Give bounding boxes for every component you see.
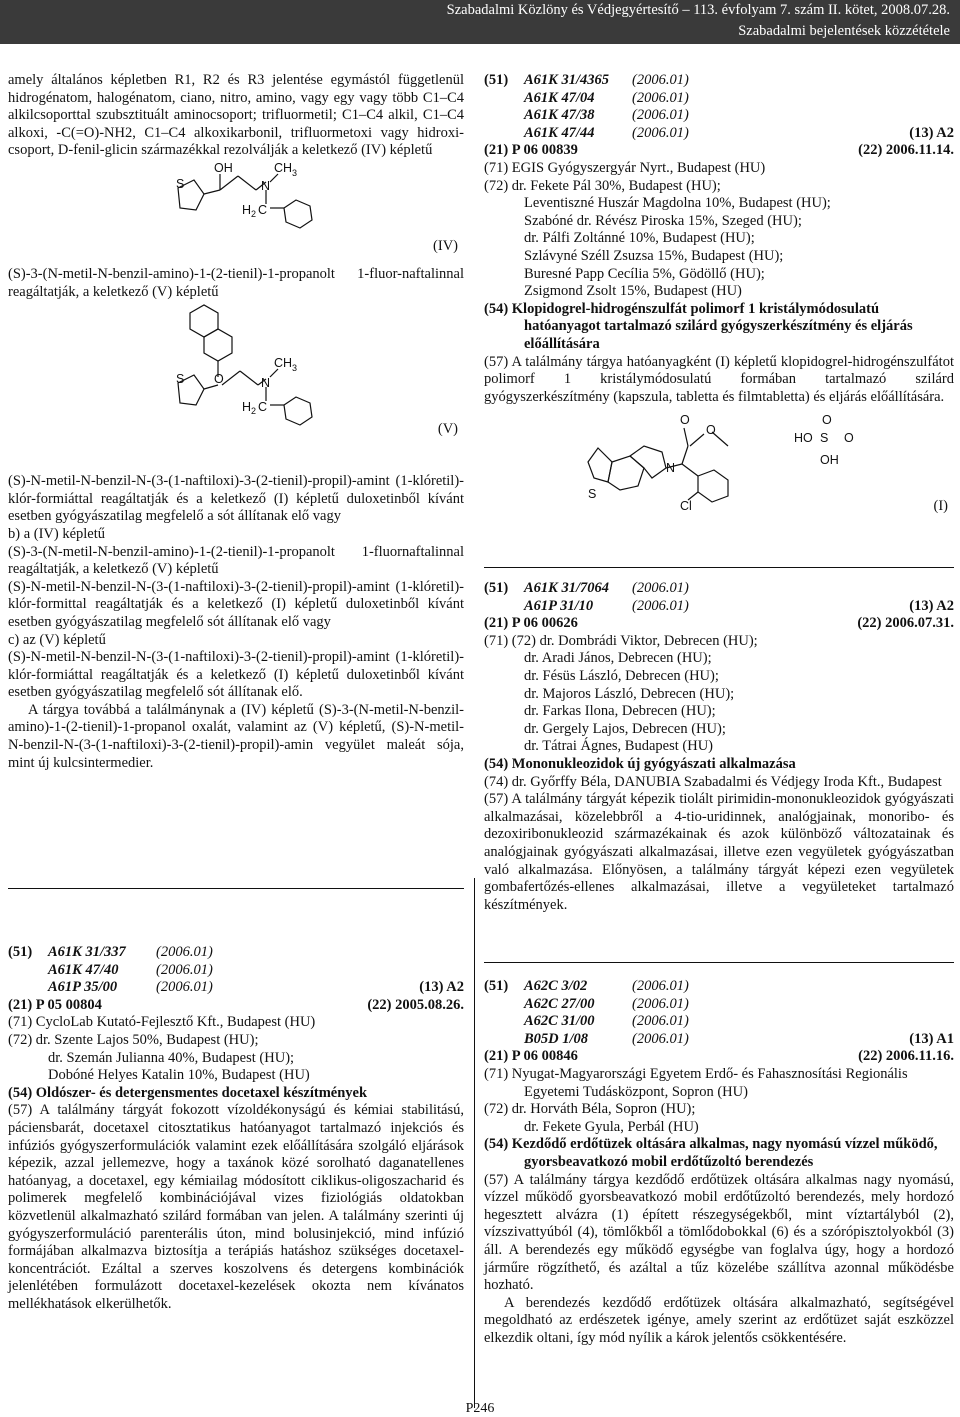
svg-text:C: C <box>258 202 268 217</box>
formula-label: (IV) <box>433 237 458 254</box>
svg-text:S: S <box>588 487 597 502</box>
paragraph: amely általános képletben R1, R2 és R3 jelentése egymástól függetlenül hidrogénatom, halogénatom, ciano, nitro, amino, vagy egy vagy több C1–C4 alkilcsoporttal szubsztituált aminocsoport; trifluormetil; C1–C4 alkil, C1–C4 alkoxi, -C(=O)-NH2, C1–C4 alkoxikarbonil, trifluormetoxi vagy hidroxi-csoport, D-fenil-glicin származékkal rezolválják a keletkező (IV) képletű <box>8 72 464 159</box>
ipc-row: (51) A61K 31/7064 (2006.01) <box>484 580 689 596</box>
left-column <box>8 72 464 772</box>
applicant: (71) CycloLab Kutató-Fejlesztő Kft., Budapest (HU) <box>8 1014 316 1031</box>
abstract: (57) A találmány tárgya kezdődő erdőtüzek oltására alkalmas nagy nyomású, vízzel működő gyorsbeavatkozó mobil erdőtűzoltó berendezés, mely hordozó hegesztett alvázra (1) épített részegységekből, mint víztartályból (2), vízszivattyúból (4), tömlőkből a tömlődobokkal (6) és a szórópisztolyokból (3) áll. A berendezés egy működő egységbe van foglalva úgy, hogy a hordozó járműre rögzíthető, és azáltal a tűz közelébe szállítva azonnal működésbe hozható. <box>484 1171 954 1294</box>
page-number: P246 <box>465 1401 495 1416</box>
svg-text:H: H <box>242 400 252 415</box>
entry-title: (54) Oldószer- és detergensmentes docetaxel készítmények <box>8 1084 368 1101</box>
inventor: (72) dr. Horváth Béla, Sopron (HU); <box>484 1101 696 1118</box>
entry-title: (54) Mononukleozidok új gyógyászati alkalmazása <box>484 755 796 772</box>
paragraph: (S)-3-(N-metil-N-benzil-amino)-1-(2-tienil)-1-propanolt 1-fluornaftalinnal reagáltatják, a keletkező (V) képletű <box>8 543 464 578</box>
ipc-row: A61K 47/40 (2006.01) <box>48 961 213 978</box>
inventor: Leventiszné Huszár Magdolna 10%, Budapest (HU); <box>524 195 831 212</box>
svg-text:OH: OH <box>214 160 233 175</box>
svg-text:S: S <box>176 176 185 191</box>
svg-text:O: O <box>822 413 832 428</box>
svg-text:N: N <box>261 376 271 391</box>
application-row: (21) P 06 00839 (22) 2006.11.14. <box>484 142 954 159</box>
inventor: dr. Majoros László, Debrecen (HU); <box>524 685 735 702</box>
kind-code: (13) A1 <box>909 1030 954 1047</box>
svg-text:S: S <box>176 372 185 387</box>
svg-text:N: N <box>666 461 676 476</box>
svg-text:3: 3 <box>292 363 298 374</box>
application-row: (21) P 06 00626 (22) 2006.07.31. <box>484 615 954 632</box>
svg-text:HO: HO <box>794 431 813 446</box>
application-row: (21) P 05 00804 (22) 2005.08.26. <box>8 996 464 1013</box>
ipc-row: A62C 27/00 (2006.01) <box>524 995 689 1012</box>
ipc-row: (51) A62C 3/02 (2006.01) <box>484 978 689 994</box>
inventor: dr. Fésüs László, Debrecen (HU); <box>524 667 719 684</box>
ipc-row: A61K 47/04 (2006.01) <box>524 89 689 106</box>
kind-code: (13) A2 <box>909 597 954 614</box>
inventor: dr. Farkas Ilona, Debrecen (HU); <box>524 703 716 720</box>
svg-text:C: C <box>258 400 268 415</box>
svg-text:OH: OH <box>820 453 839 468</box>
divider <box>8 888 464 889</box>
ipc-row: (51) A61K 31/4365 (2006.01) <box>484 72 689 88</box>
inventor: dr. Tátrai Ágnes, Budapest (HU) <box>524 738 713 755</box>
svg-text:2: 2 <box>251 208 257 219</box>
inventor: dr. Fekete Gyula, Perbál (HU) <box>524 1118 699 1135</box>
paragraph: b) a (IV) képletű <box>8 525 106 542</box>
abstract-continued: A berendezés kezdődő erdőtüzek oltására alkalmazható, segítségével megoldható az erdészetek igénye, amely szerint az erdőtüzet saját eszközzel elkezdik oltani, így mód nyílik a károk jelentős csökkentésére. <box>484 1294 954 1346</box>
svg-text:O: O <box>844 431 854 446</box>
divider <box>484 962 954 963</box>
svg-text:CH: CH <box>274 356 293 371</box>
svg-text:N: N <box>261 178 271 193</box>
section-title: Szabadalmi bejelentések közzététele <box>738 23 950 39</box>
applicant: (71) Nyugat-Magyarországi Egyetem Erdő- és Fahasznosítási Regionális Egyetemi Tudásközpont, Sopron (HU) <box>484 1065 908 1100</box>
svg-text:O: O <box>214 372 224 387</box>
kind-code: (13) A2 <box>419 979 464 996</box>
patent-entry-egis <box>484 72 954 524</box>
svg-text:3: 3 <box>292 167 298 178</box>
ipc-row: A61K 47/44 (2006.01) (13) A2 <box>524 124 954 141</box>
svg-text:S: S <box>820 431 829 446</box>
formula-i <box>484 406 954 524</box>
page-header <box>0 0 960 44</box>
abstract: (57) A találmány tárgyát képezik tiolált pirimidin-mononukleozidok gyógyászati alkalmazásai, közelebbről a 4-tio-uridinnek, analógjainak, monoribo- és dezoxiribonukleozid származékainak és azok különböző változatainak és analógjainak gyógyászati alkalmazásai, illetve ezen vegyületek gyógyászatban való alkalmazása. Előnyösen, a találmány tárgyát képezi ezen vegyületek gombafertőzés-ellenes alkalmazásai, illetve a vegyületeket tartalmazó készítmények. <box>484 791 954 913</box>
divider <box>474 878 475 1408</box>
kind-code: (13) A2 <box>909 124 954 141</box>
divider <box>484 567 954 568</box>
entry-title: (54) Kezdődő erdőtüzek oltására alkalmas, nagy nyomású vízzel működő, gyorsbeavatkozó mobil erdőtűzoltó berendezés <box>484 1136 938 1170</box>
structure-iv-image <box>8 160 464 260</box>
ipc-row: A61P 31/10 (2006.01) (13) A2 <box>524 597 954 614</box>
inventor: Szlávyné Széll Zsuzsa 15%, Budapest (HU); <box>524 247 784 264</box>
ipc-row: A61K 47/38 (2006.01) <box>524 107 689 124</box>
abstract: (57) A találmány tárgya hatóanyagként (I) képletű klopidogrel-hidrogénszulfátot polimorf 1 kristálymódosulatú formában tartalmazó szilárd gyógyszerkészítmény (kapszula, tabletta és filmtabletta) és eljárás előállítására. <box>484 353 954 405</box>
inventor: (72) dr. Szente Lajos 50%, Budapest (HU); <box>8 1031 259 1048</box>
applicant: (71) EGIS Gyógyszergyár Nyrt., Budapest (HU) <box>484 159 766 176</box>
inventor: Dobóné Helyes Katalin 10%, Budapest (HU) <box>48 1067 310 1084</box>
inventor: dr. Aradi János, Debrecen (HU); <box>524 650 712 667</box>
inventor: (71) (72) dr. Dombrádi Viktor, Debrecen (HU); <box>484 632 758 649</box>
structure-i-image <box>484 406 954 524</box>
ipc-row: (51) A61K 31/337 (2006.01) <box>8 944 213 960</box>
paragraph: (S)-N-metil-N-benzil-N-(3-(1-naftiloxi)-3-(2-tienil)-propil)-amint (1-klóretil)-klór-formiáttal reagáltatják és a keletkező (I) képletű duloxetinből kívánt esetben gyógyászatilag megfelelő sót állítanak elő. <box>8 649 464 701</box>
inventor: Buresné Papp Cecília 5%, Gödöllő (HU); <box>524 265 765 282</box>
formula-v <box>8 301 464 455</box>
paragraph: (S)-N-metil-N-benzil-N-(3-(1-naftiloxi)-3-(2-tienil)-propil)-amint (1-klóretil)-klór-formiáttal reagáltatják és a keletkező (I) képletű duloxetinből kívánt esetben gyógyászatilag megfelelő a sót állítanak elő vagy <box>8 473 464 525</box>
ipc-row: A61P 35/00 (2006.01) (13) A2 <box>48 979 464 996</box>
inventor: (72) dr. Fekete Pál 30%, Budapest (HU); <box>484 177 721 194</box>
ipc-row: B05D 1/08 (2006.01) (13) A1 <box>524 1030 954 1047</box>
patent-entry-sopron <box>484 978 954 1347</box>
inventor: dr. Pálfi Zoltánné 10%, Budapest (HU); <box>524 230 755 247</box>
inventor: Zsigmond Zsolt 15%, Budapest (HU) <box>524 283 742 300</box>
structure-v-image <box>8 301 464 455</box>
inventor: dr. Gergely Lajos, Debrecen (HU); <box>524 720 726 737</box>
formula-label: (V) <box>437 421 458 438</box>
inventor: dr. Szemán Julianna 40%, Budapest (HU); <box>48 1049 295 1066</box>
paragraph: (S)-N-metil-N-benzil-N-(3-(1-naftiloxi)-3-(2-tienil)-propil)-amint (1-klóretil)-klór-formittal reagáltatják és a keletkező (I) képletű duloxetinből kívánt esetben gyógyászatilag megfelelő sót állítanak elő vagy <box>8 578 464 630</box>
patent-entry-debrecen <box>484 580 954 914</box>
formula-label: (I) <box>933 498 948 515</box>
agent: (74) dr. Győrffy Béla, DANUBIA Szabadalmi és Védjegy Iroda Kft., Budapest <box>484 773 942 790</box>
paragraph: c) az (V) képletű <box>8 631 106 648</box>
abstract: (57) A találmány tárgyát fokozott vízoldékonyságú és kémiai stabilitású, páciensbarát, docetaxel citosztatikus hatóanyagot tartalmazó injekciós és infúziós gyógyszerformulációk valamint ezek előállítására szolgáló eljárások képezik, azzal jellemezve, hogy a taxánok közé sorolható daganatellenes hatóanyag, a docetaxel, egy kémiailag módosított ciklikus-oligoszacharid és polimerek megfelelő kombinációjával vizes fiziológiás oldatokban közvetlenül alkalmazható szilárd formában van jelen. A találmány szerinti új gyógyszerformuláció parenterális úton, mind bolusinjekció, mind infúzió formájában alkalmazva biztosítja a terápiás hatáshoz szükséges docetaxel-koncentrációt. Ezáltal a szerves koszolvens és detergens kombinációk jelenlétében formulázott docetaxel-kezelések okozta nem kívánatos mellékhatások elkerülhetők. <box>8 1102 464 1312</box>
svg-text:O: O <box>706 423 716 438</box>
paragraph: (S)-3-(N-metil-N-benzil-amino)-1-(2-tienil)-1-propanolt 1-fluor-naftalinnal reagáltatják, a keletkező (V) képletű <box>8 265 464 300</box>
entry-title: (54) Klopidogrel-hidrogénszulfát polimorf 1 kristálymódosulatú hatóanyagot tartalmazó szilárd gyógyszerkészítmény és eljárás előállítására <box>484 300 913 352</box>
svg-text:Cl: Cl <box>680 499 692 514</box>
svg-text:CH: CH <box>274 160 293 175</box>
svg-text:2: 2 <box>251 406 257 417</box>
inventor: Szabóné dr. Révész Piroska 15%, Szeged (HU); <box>524 212 802 229</box>
formula-iv <box>8 160 464 260</box>
paragraph: A tárgya továbbá a találmánynak a (IV) képletű (S)-3-(N-metil-N-benzil-amino)-1-(2-tienil)-1-propanol oxalát, valamint az (V) képletű, (S)-N-metil-N-benzil-N-(3-(1-naftiloxi)-3-(2-tienil)-propil)-amin vegyület maleát sója, mint új kulcsintermedier. <box>8 701 464 771</box>
svg-text:O: O <box>680 413 690 428</box>
journal-title: Szabadalmi Közlöny és Védjegyértesítő – 113. évfolyam 7. szám II. kötet, 2008.07.28. <box>446 2 950 18</box>
svg-text:H: H <box>242 202 252 217</box>
ipc-row: A62C 31/00 (2006.01) <box>524 1013 689 1030</box>
application-row: (21) P 06 00846 (22) 2006.11.16. <box>484 1048 954 1065</box>
patent-entry-cyclolab <box>8 944 464 1313</box>
